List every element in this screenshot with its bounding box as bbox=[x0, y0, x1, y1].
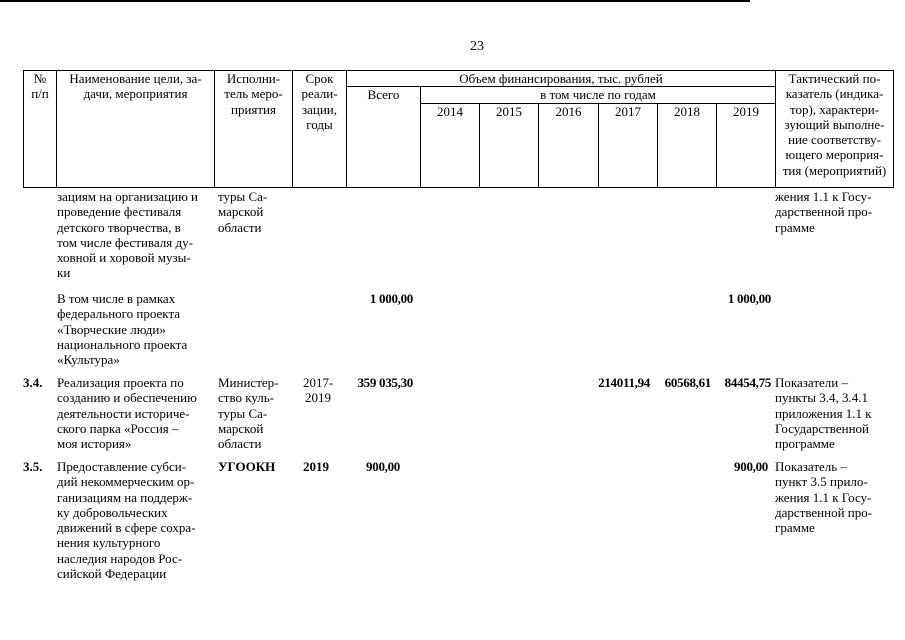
row-3-5-number: 3.5. bbox=[23, 459, 43, 474]
page-number: 23 bbox=[470, 39, 484, 54]
header-year-2019: 2019 bbox=[717, 103, 776, 187]
row-3-5-2019: 900,00 bbox=[734, 459, 768, 474]
header-year-2017: 2017 bbox=[599, 103, 658, 187]
row-3-4-2017: 214011,94 bbox=[598, 375, 650, 390]
header-name: Наименование цели, за- дачи, мероприятия bbox=[57, 71, 215, 188]
row-3-4-number: 3.4. bbox=[23, 375, 43, 390]
row-3-4-2019: 84454,75 bbox=[724, 375, 771, 390]
top-rule bbox=[0, 0, 750, 2]
header-year-2018: 2018 bbox=[658, 103, 717, 187]
cont-row-indicator: жения 1.1 к Госу- дарственной про- грамме bbox=[775, 189, 873, 235]
header-year-2016: 2016 bbox=[539, 103, 599, 187]
header-term: Срок реали- зации, годы bbox=[293, 71, 347, 188]
row-3-5-executor: УГООКН bbox=[218, 459, 276, 474]
cont-row-name: зациям на организацию и проведение фестиваля детского творчества, в том числе фестиваля ду- ховной и хоровой музы- ки bbox=[57, 189, 199, 281]
header-executor: Исполни- тель меро- приятия bbox=[215, 71, 293, 188]
federal-row-2019: 1 000,00 bbox=[727, 291, 771, 306]
row-3-4-term: 2017- 2019 bbox=[303, 375, 334, 406]
row-3-5-name: Предоставление субси- дий некоммерческим ор- ганизациям на поддерж- ку добровольческих движений в сфере сохра- нения культурного наследия народов Рос- сийской Федерации bbox=[57, 459, 196, 582]
table-header bbox=[23, 70, 894, 188]
header-indicator: Тактический по- казатель (индика- тор), характери- зующий выполне- ние соответству- ющего мероприя- тия (мероприятий) bbox=[776, 71, 894, 188]
federal-row-total: 1 000,00 bbox=[369, 291, 413, 306]
row-3-5-term: 2019 bbox=[303, 459, 329, 474]
federal-row-name: В том числе в рамках федерального проекта «Творческие люди» национального проекта «Культура» bbox=[57, 291, 188, 368]
row-3-4-executor: Министер- ство куль- туры Са- марской области bbox=[218, 375, 279, 452]
row-3-4-total: 359 035,30 bbox=[357, 375, 413, 390]
header-funding: Объем финансирования, тыс. рублей bbox=[347, 71, 776, 87]
header-by-year: в том числе по годам bbox=[421, 87, 776, 103]
header-year-2015: 2015 bbox=[480, 103, 539, 187]
row-3-4-name: Реализация проекта по созданию и обеспечению деятельности историче- ского парка «Россия – моя история» bbox=[57, 375, 197, 452]
row-3-5-indicator: Показатель – пункт 3.5 прило- жения 1.1 к Госу- дарственной про- грамме bbox=[775, 459, 873, 536]
cont-row-executor: туры Са- марской области bbox=[218, 189, 268, 235]
header-total: Всего bbox=[347, 87, 421, 187]
row-3-4-2018: 60568,61 bbox=[664, 375, 711, 390]
row-3-5-total: 900,00 bbox=[366, 459, 400, 474]
header-year-2014: 2014 bbox=[421, 103, 480, 187]
row-3-4-indicator: Показатели – пункты 3.4, 3.4.1 приложения 1.1 к Государственной программе bbox=[775, 375, 872, 452]
header-num: № п/п bbox=[24, 71, 57, 188]
